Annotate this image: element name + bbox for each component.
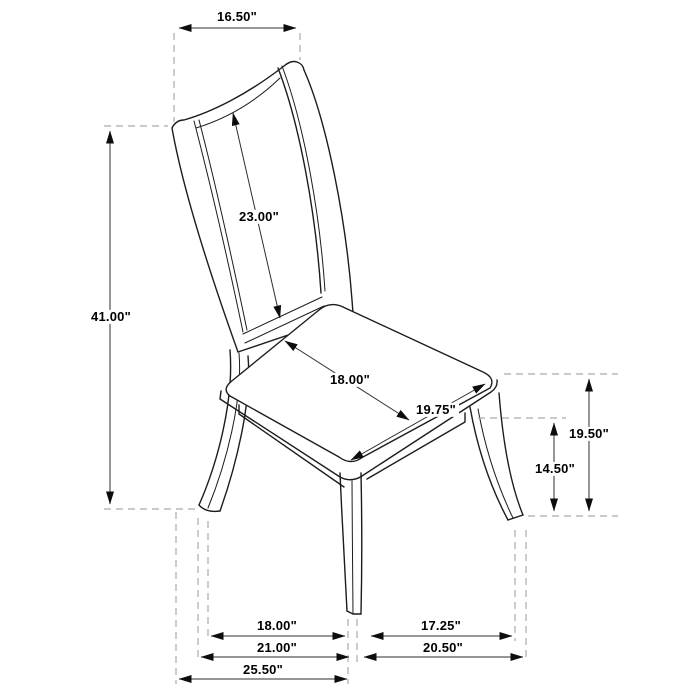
front-right-leg-foot — [508, 515, 523, 520]
dim-label-seat-depth: 18.00" — [327, 373, 373, 387]
dim-label-leg-span-left: 18.00" — [254, 619, 300, 633]
dim-label-back-height: 23.00" — [236, 210, 282, 224]
front-left-leg — [340, 473, 362, 614]
dim-label-base-width-right: 20.50" — [420, 641, 466, 655]
front-left-leg-foot — [347, 611, 361, 614]
dim-label-leg-span-right: 17.25" — [418, 619, 464, 633]
dim-label-apron-height: 14.50" — [532, 462, 578, 476]
front-left-leg-left-edge — [340, 473, 347, 611]
dim-label-base-depth-left: 21.00" — [254, 641, 300, 655]
dim-label-overall-height: 41.00" — [88, 310, 134, 324]
dim-label-seat-front-width: 19.75" — [413, 403, 459, 417]
back-left-leg-foot — [199, 505, 220, 511]
front-left-leg-right-edge — [361, 473, 362, 614]
dim-label-seat-height: 19.50" — [566, 427, 612, 441]
dim-label-overall-base-depth: 25.50" — [240, 663, 286, 677]
chair-drawing — [172, 62, 523, 615]
dim-label-back-top-width: 16.50" — [214, 10, 260, 24]
back-left-leg-outer-edge — [199, 350, 231, 505]
front-right-leg-back-edge — [499, 393, 523, 515]
front-left-leg-middle-edge — [352, 481, 353, 614]
front-right-leg — [470, 393, 523, 520]
back-left-leg-middle-edge — [208, 353, 240, 508]
